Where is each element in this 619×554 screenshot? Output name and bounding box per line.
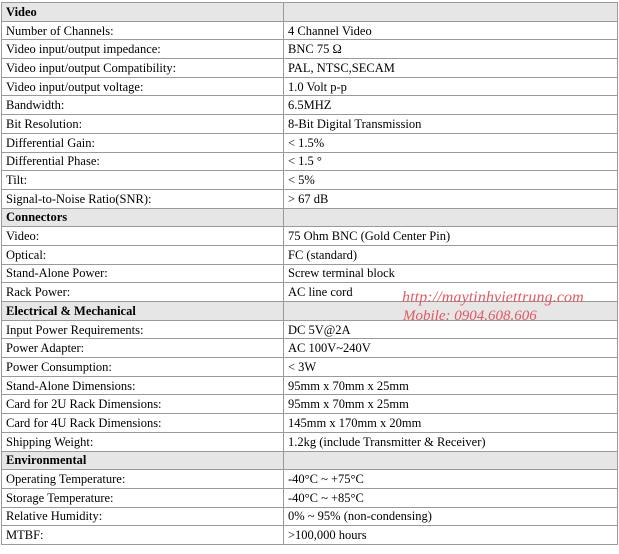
section-title-spacer [284, 208, 618, 227]
section-header [2, 451, 618, 470]
spec-label: Bandwidth: [2, 96, 284, 115]
table-row [2, 526, 618, 545]
table-row [2, 507, 618, 526]
section-header [2, 208, 618, 227]
table-row [2, 21, 618, 40]
spec-value: 95mm x 70mm x 25mm [284, 395, 618, 414]
spec-label: Shipping Weight: [2, 432, 284, 451]
spec-value: 6.5MHZ [284, 96, 618, 115]
table-row [2, 414, 618, 433]
section-title: Video [2, 3, 284, 22]
spec-label: Card for 2U Rack Dimensions: [2, 395, 284, 414]
spec-label: Video input/output voltage: [2, 77, 284, 96]
spec-value: -40°C ~ +85°C [284, 488, 618, 507]
table-row [2, 227, 618, 246]
spec-value: AC line cord [284, 283, 618, 302]
spec-value: Screw terminal block [284, 264, 618, 283]
spec-label: Rack Power: [2, 283, 284, 302]
table-row [2, 376, 618, 395]
spec-value: 8-Bit Digital Transmission [284, 115, 618, 134]
spec-value: 4 Channel Video [284, 21, 618, 40]
spec-value: 145mm x 170mm x 20mm [284, 414, 618, 433]
spec-label: Operating Temperature: [2, 470, 284, 489]
spec-value: < 1.5% [284, 133, 618, 152]
section-title: Connectors [2, 208, 284, 227]
spec-label: Storage Temperature: [2, 488, 284, 507]
table-row [2, 96, 618, 115]
spec-value: DC 5V@2A [284, 320, 618, 339]
section-title: Environmental [2, 451, 284, 470]
table-row [2, 133, 618, 152]
spec-value: -40°C ~ +75°C [284, 470, 618, 489]
spec-table [1, 2, 618, 545]
spec-value: < 5% [284, 171, 618, 190]
table-row [2, 40, 618, 59]
spec-label: Power Consumption: [2, 358, 284, 377]
section-header [2, 3, 618, 22]
spec-label: Video: [2, 227, 284, 246]
spec-value: FC (standard) [284, 245, 618, 264]
section-title-spacer [284, 302, 618, 321]
section-title: Electrical & Mechanical [2, 302, 284, 321]
spec-value: > 67 dB [284, 189, 618, 208]
spec-label: Relative Humidity: [2, 507, 284, 526]
section-header [2, 302, 618, 321]
spec-value: < 1.5 ° [284, 152, 618, 171]
watermark-mobile: Mobile: 0904.608.606 [403, 308, 537, 324]
spec-label: Stand-Alone Power: [2, 264, 284, 283]
spec-label: Video input/output Compatibility: [2, 59, 284, 78]
spec-value: 75 Ohm BNC (Gold Center Pin) [284, 227, 618, 246]
spec-label: Input Power Requirements: [2, 320, 284, 339]
table-row [2, 245, 618, 264]
watermark-url: http://maytinhviettrung.com [402, 289, 584, 306]
spec-label: Number of Channels: [2, 21, 284, 40]
table-row [2, 488, 618, 507]
table-row [2, 339, 618, 358]
spec-value: 1.2kg (include Transmitter & Receiver) [284, 432, 618, 451]
spec-value: 1.0 Volt p-p [284, 77, 618, 96]
spec-value: < 3W [284, 358, 618, 377]
spec-table-body [2, 3, 618, 545]
table-row [2, 59, 618, 78]
table-row [2, 264, 618, 283]
table-row [2, 395, 618, 414]
spec-label: Differential Phase: [2, 152, 284, 171]
table-row [2, 189, 618, 208]
table-row [2, 77, 618, 96]
spec-value: AC 100V~240V [284, 339, 618, 358]
section-title-spacer [284, 451, 618, 470]
table-row [2, 115, 618, 134]
spec-label: Differential Gain: [2, 133, 284, 152]
spec-value: >100,000 hours [284, 526, 618, 545]
spec-label: Card for 4U Rack Dimensions: [2, 414, 284, 433]
spec-label: Signal-to-Noise Ratio(SNR): [2, 189, 284, 208]
table-row [2, 152, 618, 171]
spec-label: Optical: [2, 245, 284, 264]
spec-label: Power Adapter: [2, 339, 284, 358]
spec-value: 95mm x 70mm x 25mm [284, 376, 618, 395]
spec-label: Video input/output impedance: [2, 40, 284, 59]
spec-value: 0% ~ 95% (non-condensing) [284, 507, 618, 526]
spec-label: Tilt: [2, 171, 284, 190]
spec-label: Bit Resolution: [2, 115, 284, 134]
table-row [2, 470, 618, 489]
table-row [2, 320, 618, 339]
table-row [2, 171, 618, 190]
spec-value: PAL, NTSC,SECAM [284, 59, 618, 78]
table-row [2, 283, 618, 302]
table-row [2, 358, 618, 377]
spec-label: Stand-Alone Dimensions: [2, 376, 284, 395]
spec-label: MTBF: [2, 526, 284, 545]
spec-value: BNC 75 Ω [284, 40, 618, 59]
section-title-spacer [284, 3, 618, 22]
table-row [2, 432, 618, 451]
